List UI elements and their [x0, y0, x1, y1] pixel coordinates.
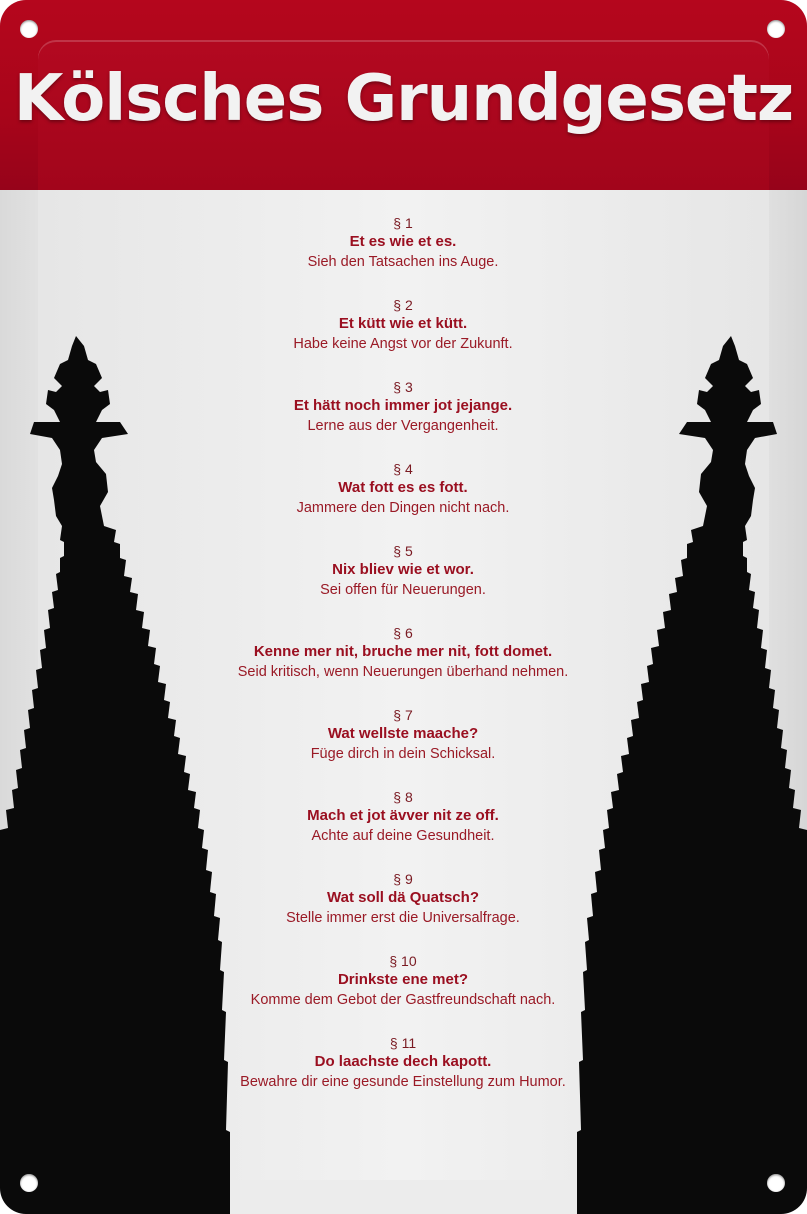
rule-item	[190, 1034, 616, 1116]
rule-item	[190, 952, 616, 1034]
rule-kolsch: Nix bliev wie et wor.	[332, 561, 474, 578]
rule-item	[190, 542, 616, 624]
rule-kolsch: Kenne mer nit, bruche mer nit, fott domet.	[253, 643, 553, 660]
rule-german: Habe keine Angst vor der Zukunft.	[293, 336, 513, 352]
rule-item	[190, 706, 616, 788]
rule-german: Jammere den Dingen nicht nach.	[296, 500, 510, 516]
rule-item	[190, 460, 616, 542]
rule-kolsch: Do laachste dech kapott.	[314, 1053, 492, 1070]
rule-number: § 4	[393, 461, 413, 477]
rule-kolsch: Et hätt noch immer jot jejange.	[293, 397, 513, 414]
rule-kolsch: Et es wie et es.	[349, 233, 457, 250]
rule-item	[190, 296, 616, 378]
rule-item	[190, 870, 616, 952]
rules-list	[190, 214, 616, 1116]
rule-german: Lerne aus der Vergangenheit.	[307, 418, 499, 434]
sign-header	[0, 0, 807, 190]
rule-item	[190, 378, 616, 460]
rule-kolsch: Wat soll dä Quatsch?	[327, 889, 479, 906]
rule-number: § 5	[393, 543, 413, 559]
rule-item	[190, 788, 616, 870]
rule-german: Sieh den Tatsachen ins Auge.	[307, 254, 499, 270]
rule-number: § 3	[393, 379, 413, 395]
rule-kolsch: Drinkste ene met?	[337, 971, 469, 988]
rule-kolsch: Mach et jot ävver nit ze off.	[307, 807, 499, 824]
rule-item	[190, 214, 616, 296]
mounting-hole-icon	[20, 1174, 38, 1192]
mounting-hole-icon	[767, 1174, 785, 1192]
rule-german: Komme dem Gebot der Gastfreundschaft nach.	[250, 992, 556, 1008]
rule-number: § 8	[393, 789, 413, 805]
rule-kolsch: Wat wellste maache?	[327, 725, 479, 742]
rule-item	[170, 624, 636, 706]
rule-german: Füge dirch in dein Schicksal.	[310, 746, 496, 762]
rule-german: Stelle immer erst die Universalfrage.	[286, 910, 520, 926]
rule-german: Achte auf deine Gesundheit.	[311, 828, 495, 844]
sign-title: Kölsches Grundgesetz	[13, 62, 794, 136]
rule-german: Bewahre dir eine gesunde Einstellung zum Humor.	[240, 1074, 566, 1090]
rule-kolsch: Et kütt wie et kütt.	[338, 315, 468, 332]
rule-number: § 7	[393, 707, 413, 723]
rule-number: § 2	[393, 297, 413, 313]
rule-number: § 9	[393, 871, 413, 887]
rule-number: § 11	[389, 1035, 417, 1051]
rule-number: § 1	[393, 215, 413, 231]
rule-number: § 10	[389, 953, 417, 969]
rule-number: § 6	[393, 625, 413, 641]
mounting-hole-icon	[20, 20, 38, 38]
rule-german: Seid kritisch, wenn Neuerungen überhand nehmen.	[237, 664, 569, 680]
rule-german: Sei offen für Neuerungen.	[320, 582, 486, 598]
rule-kolsch: Wat fott es es fott.	[338, 479, 468, 496]
mounting-hole-icon	[767, 20, 785, 38]
